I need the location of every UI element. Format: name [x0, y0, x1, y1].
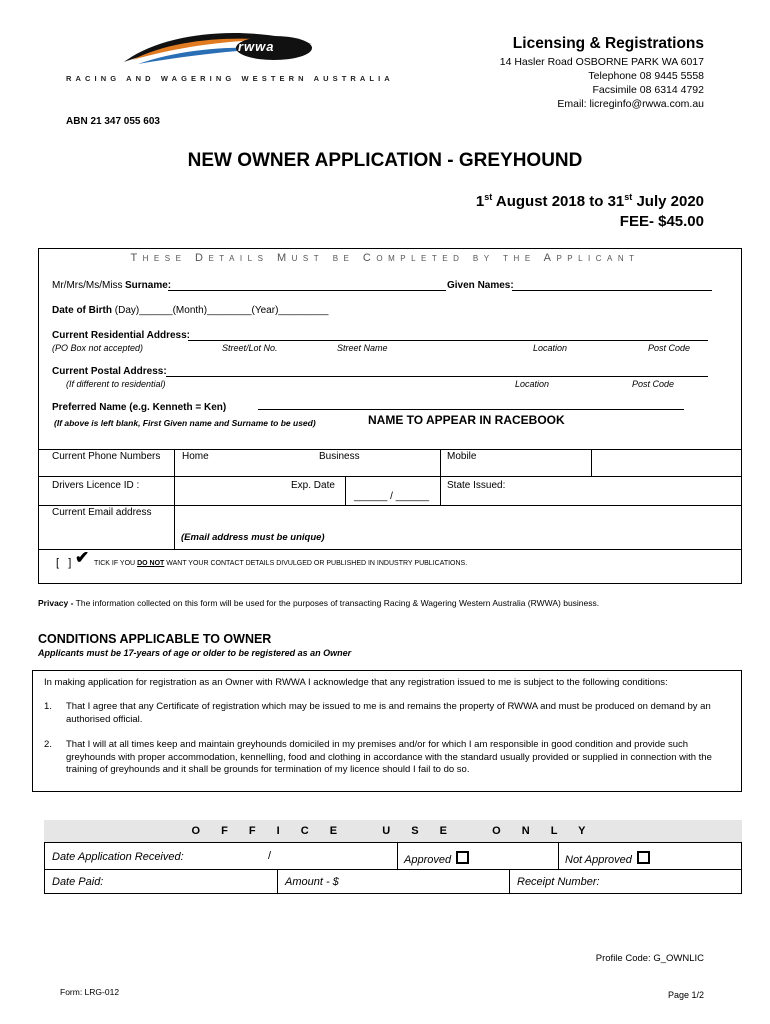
condition-1-number: 1. [44, 701, 52, 712]
condition-2-text: That I will at all times keep and maintain greyhounds domiciled in my premises and/or for which I am responsible in good condition and provide such greyhounds with proper accommodation, kennelling, food and clothing in accordance with the standard usually provided or supplied in connection with the training of greyhounds and it shall be grounds for termination of my licence should I fail to do so. [66, 739, 712, 775]
office-grid-line [277, 869, 278, 894]
location-caption: Location [533, 343, 568, 353]
office-address: 14 Hasler Road OSBORNE PARK WA 6017 [499, 56, 704, 68]
office-grid-line [44, 869, 742, 870]
amount-label: Amount - $ [285, 876, 339, 888]
grid-line [174, 449, 175, 505]
date-paid-label: Date Paid: [52, 876, 104, 888]
office-grid-line [509, 869, 510, 894]
abn: ABN 21 347 055 603 [66, 116, 160, 127]
dob-row: Date of Birth (Day)______(Month)________(Year)_________ [52, 305, 329, 316]
residential-field[interactable] [188, 340, 708, 341]
preferred-field[interactable] [258, 409, 684, 410]
office-title: Licensing & Registrations [512, 35, 704, 52]
preferred-label: Preferred Name (e.g. Kenneth = Ken) [52, 402, 227, 413]
surname-field[interactable] [168, 290, 446, 291]
office-grid-line [558, 843, 559, 869]
email-note: (Email address must be unique) [181, 532, 325, 543]
title-label: Mr/Mrs/Ms/Miss [52, 280, 123, 291]
preferred-note: (If above is left blank, First Given name and Surname to be used) [54, 418, 316, 428]
grid-line [38, 549, 742, 550]
date-slash: / [268, 850, 272, 862]
email-label: Current Email address [52, 507, 152, 518]
postal-location-caption: Location [515, 379, 550, 389]
publication-tick-text: TICK IF YOU DO NOT WANT YOUR CONTACT DETAILS DIVULGED OR PUBLISHED IN INDUSTRY PUBLICATIONS. [94, 560, 468, 567]
home-phone-label: Home [182, 451, 209, 462]
logo-text: rwwa [238, 39, 275, 54]
form-title: NEW OWNER APPLICATION - GREYHOUND [187, 150, 583, 171]
street-lot-caption: Street/Lot No. [222, 343, 278, 353]
condition-1-text: That I agree that any Certificate of registration which may be issued to me is and remains the property of RWWA and must be produced on demand by an authorised official. [66, 701, 711, 725]
not-approved-checkbox[interactable] [637, 851, 650, 864]
street-name-caption: Street Name [337, 343, 388, 353]
grid-line [38, 476, 742, 477]
post-code-caption: Post Code [648, 343, 691, 353]
page-number: Page 1/2 [667, 990, 704, 1000]
grid-line [38, 449, 742, 450]
condition-2-number: 2. [44, 739, 52, 750]
phone-label: Current Phone Numbers [52, 451, 161, 462]
licence-label: Drivers Licence ID : [52, 480, 140, 491]
privacy-statement: Privacy - The information collected on this form will be used for the purposes of transacting Racing & Wagering Western Australia (RWWA) business. [38, 598, 600, 608]
exp-date-label: Exp. Date [291, 480, 335, 491]
publication-tick-box[interactable]: [ ] [56, 557, 72, 569]
checkmark-icon: ✔ [75, 548, 90, 567]
approved-checkbox[interactable] [456, 851, 469, 864]
given-names-label: Given Names: [447, 280, 514, 291]
residential-label: Current Residential Address: [52, 330, 190, 341]
conditions-subtitle: Applicants must be 17-years of age or older to be registered as an Owner [38, 648, 352, 658]
postal-post-code-caption: Post Code [632, 379, 675, 389]
office-telephone: Telephone 08 9445 5558 [588, 70, 704, 82]
surname-label: Surname: [125, 280, 172, 291]
form-code: Form: LRG-012 [60, 987, 120, 997]
approved-option: Approved [404, 851, 469, 866]
po-box-note: (PO Box not accepted) [52, 343, 144, 353]
exp-date-format: ______ / ______ [354, 491, 430, 502]
date-received-label: Date Application Received: [52, 851, 184, 863]
office-facsimile: Facsimile 08 6314 4792 [592, 84, 704, 96]
grid-line [38, 505, 742, 506]
office-use-title: O F F I C E U S E O N L Y [191, 825, 595, 837]
office-email: Email: licreginfo@rwwa.com.au [557, 98, 704, 110]
grid-line [345, 476, 346, 505]
mobile-phone-label: Mobile [447, 451, 477, 462]
postal-label: Current Postal Address: [52, 366, 167, 377]
postal-field[interactable] [166, 376, 708, 377]
fee: FEE- $45.00 [619, 213, 704, 230]
office-grid-line [397, 843, 398, 869]
conditions-intro: In making application for registration as an Owner with RWWA I acknowledge that any registration issued to me is subject to the following conditions: [44, 677, 668, 688]
receipt-number-label: Receipt Number: [517, 876, 600, 888]
rwwa-logo [124, 26, 314, 70]
racebook-label: NAME TO APPEAR IN RACEBOOK [368, 413, 565, 427]
conditions-title: CONDITIONS APPLICABLE TO OWNER [38, 632, 272, 646]
logo-tagline: RACING AND WAGERING WESTERN AUSTRALIA [66, 74, 394, 83]
state-issued-label: State Issued: [447, 480, 506, 491]
business-phone-label: Business [319, 451, 360, 462]
not-approved-option: Not Approved [565, 851, 650, 866]
grid-line [174, 505, 175, 549]
postal-note: (If different to residential) [66, 379, 166, 389]
grid-line [591, 449, 592, 476]
profile-code: Profile Code: G_OWNLIC [595, 953, 704, 964]
given-names-field[interactable] [512, 290, 712, 291]
licence-period: 1st August 2018 to 31st July 2020 [475, 192, 704, 210]
grid-line [440, 449, 441, 505]
applicant-banner: These Details Must be Completed by the Applicant [130, 252, 640, 264]
